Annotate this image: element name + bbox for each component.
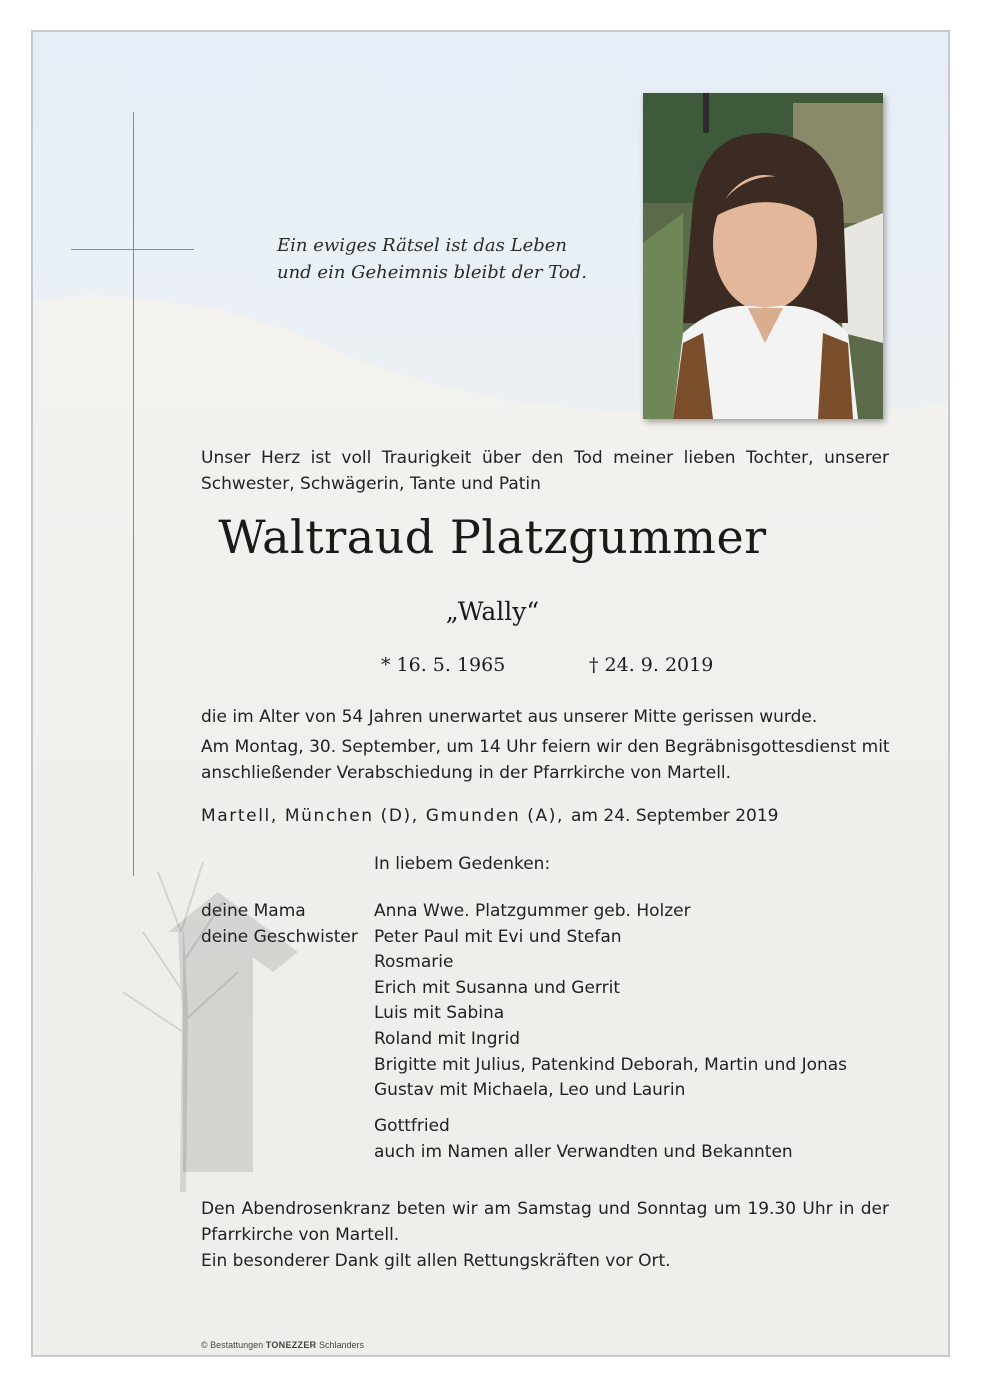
age-text: die im Alter von 54 Jahren unerwartet aus unserer Mitte gerissen wurde. (201, 707, 818, 727)
rosary-text: Den Abendrosenkranz beten wir am Samstag und Sonntag um 19.30 Uhr in der Pfarrkirche von Martell. (201, 1199, 889, 1245)
family-label: deine Geschwister (201, 926, 358, 947)
quote (277, 232, 617, 286)
places: Martell, München (D), Gmunden (A), (201, 806, 564, 826)
funeral-text: Am Montag, 30. September, um 14 Uhr feiern wir den Begräbnisgottesdienst mit anschließender Verabschiedung in der Pfarrkirche von Martell. (201, 737, 890, 783)
family-label: deine Mama (201, 901, 306, 921)
quote-line-1: Ein ewiges Rätsel ist das Leben (277, 235, 567, 256)
portrait-image (643, 93, 883, 419)
family-labels (201, 899, 358, 950)
copyright-prefix: © Bestattungen (201, 1340, 264, 1350)
copyright-brand: TONEZZER (265, 1340, 317, 1350)
family-closing (374, 1114, 793, 1165)
family-name: Brigitte mit Julius, Patenkind Deborah, Martin und Jonas (374, 1054, 848, 1075)
place-date (201, 806, 778, 826)
family-name: Gustav mit Michaela, Leo und Laurin (374, 1080, 686, 1101)
birth-date: * 16. 5. 1965 (381, 654, 506, 676)
family-name: Anna Wwe. Platzgummer geb. Holzer (374, 901, 691, 921)
family-closing-line: Gottfried (374, 1116, 450, 1136)
copyright-suffix: Schlanders (318, 1340, 364, 1350)
family-names (374, 899, 847, 1104)
date: am 24. September 2019 (571, 806, 779, 826)
family-name: Peter Paul mit Evi und Stefan (374, 926, 622, 947)
deceased-name: Waltraud Platzgummer (218, 510, 767, 564)
deceased-nickname: „Wally“ (445, 597, 540, 626)
quote-line-2: und ein Geheimnis bleibt der Tod. (277, 262, 587, 283)
closing-text (201, 1196, 889, 1274)
family-name: Rosmarie (374, 952, 454, 973)
thanks-text: Ein besonderer Dank gilt allen Rettungskräften vor Ort. (201, 1251, 671, 1271)
family-name: Roland mit Ingrid (374, 1028, 520, 1049)
obituary-card (31, 30, 950, 1357)
family-closing-line: auch im Namen aller Verwandten und Bekannten (374, 1141, 793, 1162)
intro-text: Unser Herz ist voll Traurigkeit über den Tod meiner lieben Tochter, unserer Schwester, Schwägerin, Tante und Patin (201, 448, 889, 494)
cross-vertical-line (133, 112, 134, 876)
cross-horizontal-line (71, 249, 194, 250)
death-date: † 24. 9. 2019 (589, 654, 714, 676)
memory-heading: In liebem Gedenken: (374, 854, 551, 874)
family-name: Luis mit Sabina (374, 1003, 505, 1024)
copyright (201, 1340, 364, 1350)
family-name: Erich mit Susanna und Gerrit (374, 977, 620, 998)
portrait-photo (643, 93, 883, 419)
